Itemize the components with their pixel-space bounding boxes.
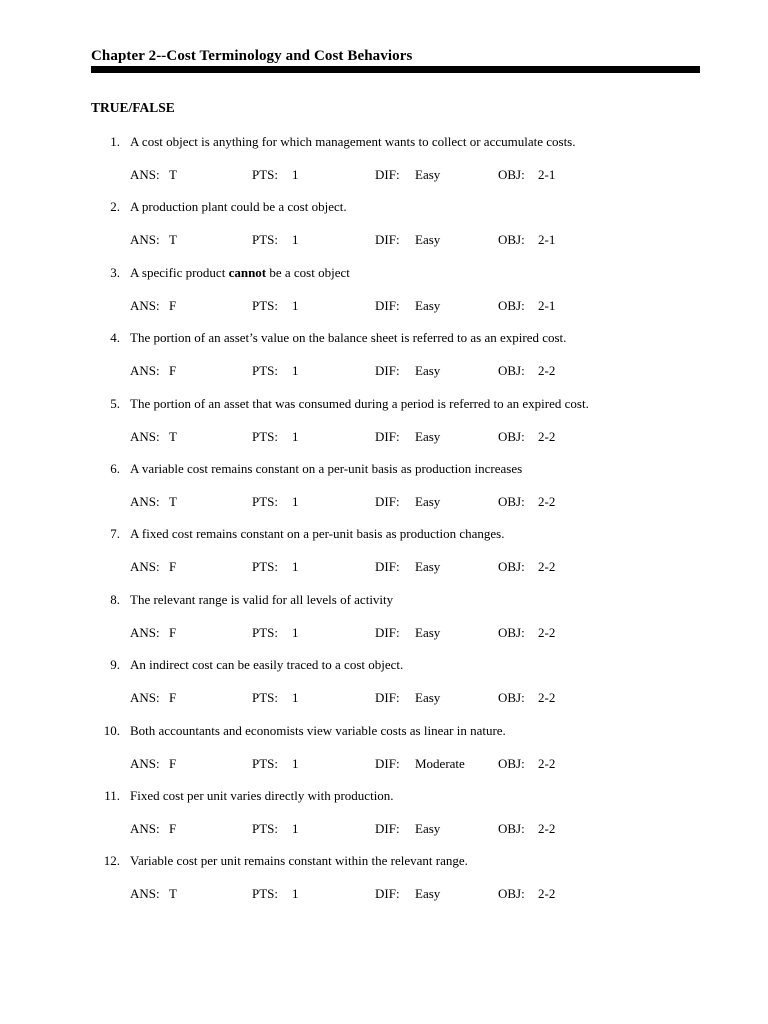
answer-label: ANS: (130, 494, 160, 509)
points-value: 1 (292, 756, 299, 771)
points-label: PTS: (252, 298, 279, 313)
answer-label: ANS: (130, 756, 160, 771)
question-text (130, 853, 468, 869)
objective-value: 2-2 (538, 494, 556, 509)
answer-value: T (169, 167, 177, 182)
question-item (0, 788, 768, 848)
objective-value: 2-2 (538, 559, 556, 574)
answer-value: F (169, 821, 177, 836)
points-value: 1 (292, 429, 299, 444)
answer-label: ANS: (130, 167, 160, 182)
answer-label: ANS: (130, 429, 160, 444)
question-text (130, 199, 347, 215)
question-text-part: An indirect cost can be easily traced to a cost object. (130, 657, 404, 672)
question-text (130, 723, 506, 739)
points-value: 1 (292, 298, 299, 313)
difficulty-value: Easy (415, 363, 441, 378)
question-number: 7. (110, 526, 120, 541)
answer-value: F (169, 559, 177, 574)
answer-value: T (169, 886, 177, 901)
difficulty-label: DIF: (375, 690, 400, 705)
points-value: 1 (292, 821, 299, 836)
objective-value: 2-2 (538, 886, 556, 901)
points-label: PTS: (252, 167, 279, 182)
difficulty-value: Easy (415, 298, 441, 313)
answer-label: ANS: (130, 232, 160, 247)
objective-value: 2-2 (538, 363, 556, 378)
difficulty-label: DIF: (375, 756, 400, 771)
answer-label: ANS: (130, 559, 160, 574)
difficulty-value: Easy (415, 886, 441, 901)
answer-value: F (169, 298, 177, 313)
question-text-part: A specific product (130, 265, 229, 280)
question-number: 2. (110, 199, 120, 214)
difficulty-value: Moderate (415, 756, 465, 771)
points-label: PTS: (252, 363, 279, 378)
objective-value: 2-2 (538, 625, 556, 640)
question-item (0, 723, 768, 783)
difficulty-label: DIF: (375, 167, 400, 182)
difficulty-value: Easy (415, 167, 441, 182)
question-text-emphasis: cannot (228, 265, 267, 280)
difficulty-label: DIF: (375, 886, 400, 901)
question-text-part: Variable cost per unit remains constant within the relevant range. (130, 853, 468, 868)
points-label: PTS: (252, 756, 279, 771)
question-text (130, 788, 394, 804)
question-text-part: be a cost object (266, 265, 350, 280)
difficulty-value: Easy (415, 494, 441, 509)
points-value: 1 (292, 886, 299, 901)
question-text-part: A variable cost remains constant on a per-unit basis as production increases (130, 461, 523, 476)
difficulty-label: DIF: (375, 363, 400, 378)
points-label: PTS: (252, 429, 279, 444)
question-text-part: Fixed cost per unit varies directly with production. (130, 788, 394, 803)
difficulty-value: Easy (415, 232, 441, 247)
question-text-part: The portion of an asset’s value on the balance sheet is referred to as an expired cost. (130, 330, 567, 345)
answer-value: T (169, 429, 177, 444)
objective-label: OBJ: (498, 429, 525, 444)
difficulty-label: DIF: (375, 559, 400, 574)
objective-label: OBJ: (498, 494, 525, 509)
objective-label: OBJ: (498, 559, 525, 574)
question-number: 12. (103, 853, 120, 868)
title-rule (91, 66, 700, 73)
question-number: 4. (110, 330, 120, 345)
question-number: 10. (103, 723, 120, 738)
points-label: PTS: (252, 494, 279, 509)
difficulty-value: Easy (415, 559, 441, 574)
answer-value: F (169, 690, 177, 705)
answer-label: ANS: (130, 363, 160, 378)
points-value: 1 (292, 625, 299, 640)
question-text-part: A production plant could be a cost object. (130, 199, 347, 214)
answer-label: ANS: (130, 690, 160, 705)
difficulty-label: DIF: (375, 494, 400, 509)
points-value: 1 (292, 232, 299, 247)
difficulty-label: DIF: (375, 429, 400, 444)
question-item (0, 461, 768, 521)
question-text-part: The relevant range is valid for all levels of activity (130, 592, 394, 607)
difficulty-value: Easy (415, 821, 441, 836)
answer-value: F (169, 756, 177, 771)
question-item (0, 526, 768, 586)
question-item (0, 330, 768, 390)
question-number: 1. (110, 134, 120, 149)
points-label: PTS: (252, 559, 279, 574)
difficulty-label: DIF: (375, 298, 400, 313)
points-label: PTS: (252, 690, 279, 705)
question-number: 5. (110, 396, 120, 411)
question-text (130, 396, 589, 412)
answer-label: ANS: (130, 886, 160, 901)
question-number: 8. (110, 592, 120, 607)
difficulty-label: DIF: (375, 232, 400, 247)
question-item (0, 134, 768, 194)
points-value: 1 (292, 559, 299, 574)
answer-value: T (169, 494, 177, 509)
objective-label: OBJ: (498, 821, 525, 836)
question-text-part: Both accountants and economists view variable costs as linear in nature. (130, 723, 506, 738)
objective-label: OBJ: (498, 886, 525, 901)
question-text (130, 592, 393, 608)
question-number: 6. (110, 461, 120, 476)
objective-label: OBJ: (498, 363, 525, 378)
points-label: PTS: (252, 886, 279, 901)
section-heading: TRUE/FALSE (91, 100, 175, 115)
answer-value: F (169, 625, 177, 640)
question-text (130, 461, 522, 477)
objective-value: 2-1 (538, 167, 556, 182)
points-label: PTS: (252, 625, 279, 640)
question-item (0, 853, 768, 913)
difficulty-label: DIF: (375, 821, 400, 836)
question-text-part: A fixed cost remains constant on a per-unit basis as production changes. (130, 526, 505, 541)
points-label: PTS: (252, 232, 279, 247)
objective-value: 2-1 (538, 298, 556, 313)
objective-label: OBJ: (498, 756, 525, 771)
objective-value: 2-2 (538, 690, 556, 705)
question-number: 9. (110, 657, 120, 672)
objective-label: OBJ: (498, 298, 525, 313)
points-value: 1 (292, 167, 299, 182)
objective-label: OBJ: (498, 690, 525, 705)
points-value: 1 (292, 363, 299, 378)
question-item (0, 265, 768, 325)
question-text (130, 657, 403, 673)
objective-label: OBJ: (498, 625, 525, 640)
question-text (130, 265, 350, 281)
difficulty-value: Easy (415, 690, 441, 705)
difficulty-value: Easy (415, 625, 441, 640)
points-value: 1 (292, 494, 299, 509)
question-item (0, 199, 768, 259)
answer-value: F (169, 363, 177, 378)
answer-label: ANS: (130, 821, 160, 836)
objective-value: 2-2 (538, 429, 556, 444)
question-text (130, 330, 566, 346)
chapter-title: Chapter 2--Cost Terminology and Cost Behaviors (91, 48, 413, 64)
objective-value: 2-1 (538, 232, 556, 247)
answer-label: ANS: (130, 625, 160, 640)
points-label: PTS: (252, 821, 279, 836)
question-item (0, 592, 768, 652)
question-number: 11. (104, 788, 120, 803)
points-value: 1 (292, 690, 299, 705)
objective-label: OBJ: (498, 232, 525, 247)
difficulty-value: Easy (415, 429, 441, 444)
question-text (130, 134, 576, 150)
question-item (0, 396, 768, 456)
objective-value: 2-2 (538, 821, 556, 836)
question-item (0, 657, 768, 717)
question-text (130, 526, 504, 542)
answer-value: T (169, 232, 177, 247)
difficulty-label: DIF: (375, 625, 400, 640)
question-text-part: A cost object is anything for which management wants to collect or accumulate costs. (130, 134, 576, 149)
question-text-part: The portion of an asset that was consumed during a period is referred to an expired cost. (130, 396, 589, 411)
question-number: 3. (110, 265, 120, 280)
answer-label: ANS: (130, 298, 160, 313)
objective-label: OBJ: (498, 167, 525, 182)
objective-value: 2-2 (538, 756, 556, 771)
